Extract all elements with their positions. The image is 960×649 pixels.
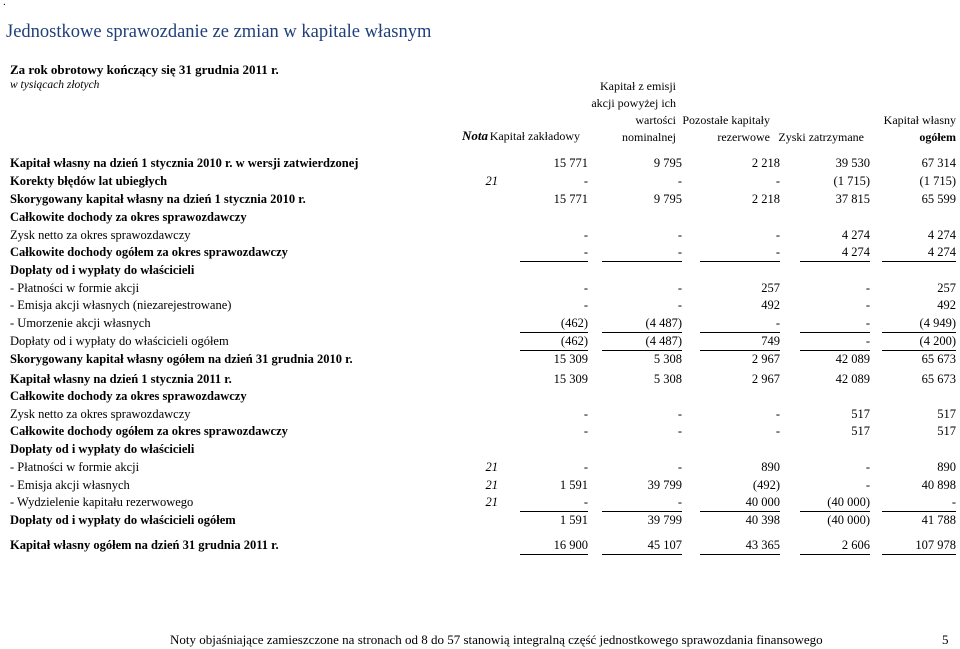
cell-kapital-wlasny: 517 [937, 424, 956, 438]
cell-kapital-wlasny: 4 274 [927, 228, 956, 242]
table-row [10, 442, 956, 460]
cell-kapital-zakladowy: - [583, 424, 588, 438]
cell-kapital-emisji: 39 799 [647, 478, 682, 492]
cell-kapital-wlasny: (4 949) [882, 316, 956, 333]
row-label: Całkowite dochody ogółem za okres sprawozdawczy [10, 245, 288, 259]
header-kapital-emisji-line1: Kapitał z emisji [600, 79, 676, 93]
cell-kapital-emisji: 5 308 [653, 352, 682, 366]
cell-kapital-wlasny: 4 274 [882, 245, 956, 262]
cell-zyski-zatrzymane: - [800, 316, 870, 333]
table-row [10, 210, 956, 228]
cell-kapital-wlasny: 67 314 [921, 156, 956, 170]
table-row [10, 192, 956, 210]
table-row [10, 316, 956, 334]
header-pozostale-line1: Pozostałe kapitały [682, 113, 770, 127]
row-label: Całkowite dochody ogółem za okres sprawozdawczy [10, 424, 288, 438]
cell-kapital-emisji: - [677, 228, 682, 242]
table-row [10, 372, 956, 390]
table-row [10, 513, 956, 531]
cell-pozostale-kapitaly: 2 967 [751, 352, 780, 366]
cell-pozostale-kapitaly: - [775, 174, 780, 188]
cell-kapital-zakladowy: - [583, 174, 588, 188]
cell-kapital-emisji: 45 107 [602, 538, 682, 555]
cell-kapital-wlasny: 257 [937, 281, 956, 295]
cell-pozostale-kapitaly [700, 389, 780, 390]
table-row [10, 174, 956, 192]
cell-kapital-emisji: - [677, 460, 682, 474]
page-number: 5 [942, 632, 949, 647]
cell-kapital-wlasny: 40 898 [921, 478, 956, 492]
cell-kapital-zakladowy: (462) [520, 334, 588, 351]
row-label: Zysk netto za okres sprawozdawczy [10, 407, 191, 421]
header-kapital-wlasny-line1: Kapitał własny [883, 113, 956, 127]
row-label: - Wydzielenie kapitału rezerwowego [10, 495, 194, 509]
cell-kapital-emisji: - [677, 424, 682, 438]
row-label: - Emisja akcji własnych [10, 478, 130, 492]
row-label: Korekty błędów lat ubiegłych [10, 174, 168, 188]
cell-kapital-wlasny: 517 [937, 407, 956, 421]
cell-kapital-emisji [602, 442, 682, 443]
cell-kapital-zakladowy: (462) [520, 316, 588, 333]
cell-kapital-zakladowy: 15 771 [553, 156, 588, 170]
cell-pozostale-kapitaly: (492) [752, 478, 780, 492]
cell-kapital-zakladowy: 16 900 [520, 538, 588, 555]
cell-zyski-zatrzymane: 2 606 [800, 538, 870, 555]
row-nota: 21 [485, 495, 498, 509]
cell-zyski-zatrzymane [800, 442, 870, 443]
cell-kapital-emisji: 39 799 [647, 513, 682, 527]
cell-kapital-zakladowy: 15 771 [553, 192, 588, 206]
cell-zyski-zatrzymane: 517 [851, 424, 870, 438]
cell-pozostale-kapitaly: - [775, 407, 780, 421]
table-row [10, 298, 956, 316]
cell-kapital-emisji: - [677, 298, 682, 312]
header-kapital-emisji-line4: nominalnej [622, 130, 676, 144]
cell-kapital-emisji: - [677, 407, 682, 421]
header-kapital-wlasny-line2: ogółem [919, 130, 956, 144]
cell-kapital-wlasny: (1 715) [919, 174, 956, 188]
header-kapital-emisji [586, 78, 676, 146]
cell-kapital-emisji: - [677, 281, 682, 295]
cell-zyski-zatrzymane: - [865, 478, 870, 492]
cell-zyski-zatrzymane: 4 274 [841, 228, 870, 242]
cell-kapital-zakladowy [520, 389, 588, 390]
cell-pozostale-kapitaly: 749 [700, 334, 780, 351]
table-row [10, 334, 956, 352]
row-nota: 21 [485, 460, 498, 474]
cell-kapital-emisji: (4 487) [602, 316, 682, 333]
table-row [10, 538, 956, 556]
cell-kapital-emisji: 9 795 [653, 156, 682, 170]
cell-kapital-emisji [602, 210, 682, 211]
row-label: Kapitał własny na dzień 1 stycznia 2011 r. [10, 372, 232, 386]
cell-kapital-zakladowy: - [520, 495, 588, 512]
cell-kapital-emisji [602, 263, 682, 264]
cell-kapital-emisji [602, 389, 682, 390]
row-label: Całkowite dochody za okres sprawozdawczy [10, 389, 247, 403]
cell-pozostale-kapitaly: 40 398 [745, 513, 780, 527]
cell-kapital-emisji: 9 795 [653, 192, 682, 206]
cell-kapital-emisji: 5 308 [653, 372, 682, 386]
table-row [10, 263, 956, 281]
row-nota: 21 [485, 174, 498, 188]
footer-note: Noty objaśniające zamieszczone na stronach od 8 do 57 stanowią integralną część jednostkowego sprawozdania finansowego [170, 632, 823, 647]
cell-kapital-wlasny: (4 200) [882, 334, 956, 351]
row-label: Dopłaty od i wypłaty do właścicieli ogółem [10, 513, 236, 527]
cell-pozostale-kapitaly [700, 263, 780, 264]
row-label: Zysk netto za okres sprawozdawczy [10, 228, 191, 242]
cell-kapital-wlasny: 41 788 [921, 513, 956, 527]
cell-kapital-wlasny: 65 673 [921, 372, 956, 386]
header-kapital-zakladowy: Kapitał zakładowy [489, 129, 580, 143]
cell-kapital-zakladowy: - [583, 298, 588, 312]
cell-kapital-emisji: (4 487) [602, 334, 682, 351]
row-label: Dopłaty od i wypłaty do właścicieli [10, 263, 195, 277]
table-row [10, 460, 956, 478]
table-row [10, 228, 956, 246]
cell-pozostale-kapitaly: - [775, 424, 780, 438]
cell-kapital-wlasny [882, 442, 956, 443]
table-row [10, 407, 956, 425]
cell-zyski-zatrzymane: - [865, 281, 870, 295]
cell-kapital-wlasny [882, 263, 956, 264]
row-label: Skorygowany kapitał własny na dzień 1 stycznia 2010 r. [10, 192, 306, 206]
table-row [10, 478, 956, 496]
cell-zyski-zatrzymane: - [865, 298, 870, 312]
cell-kapital-wlasny [882, 210, 956, 211]
cell-zyski-zatrzymane: 42 089 [835, 372, 870, 386]
cell-zyski-zatrzymane [800, 389, 870, 390]
table-row [10, 495, 956, 513]
cell-zyski-zatrzymane: 42 089 [835, 352, 870, 366]
table-row [10, 281, 956, 299]
cell-kapital-zakladowy: - [583, 460, 588, 474]
cell-zyski-zatrzymane: - [865, 460, 870, 474]
cell-pozostale-kapitaly: 492 [761, 298, 780, 312]
cell-kapital-wlasny: - [882, 495, 956, 512]
cell-kapital-wlasny: 65 599 [921, 192, 956, 206]
cell-pozostale-kapitaly: 2 967 [751, 372, 780, 386]
cell-zyski-zatrzymane: 4 274 [800, 245, 870, 262]
cell-kapital-wlasny: 65 673 [921, 352, 956, 366]
table-row [10, 389, 956, 407]
cell-pozostale-kapitaly: 890 [761, 460, 780, 474]
cell-kapital-zakladowy: - [520, 245, 588, 262]
row-label: - Emisja akcji własnych (niezarejestrowane) [10, 298, 232, 312]
cell-kapital-wlasny: 107 978 [882, 538, 956, 555]
cell-kapital-zakladowy: - [583, 281, 588, 295]
cell-pozostale-kapitaly: - [700, 316, 780, 333]
row-nota: 21 [485, 478, 498, 492]
row-label: Kapitał własny na dzień 1 stycznia 2010 r. w wersji zatwierdzonej [10, 156, 359, 170]
cell-pozostale-kapitaly: 43 365 [700, 538, 780, 555]
header-kapital-wlasny [866, 112, 956, 146]
cell-pozostale-kapitaly: 40 000 [700, 495, 780, 512]
cell-zyski-zatrzymane: 37 815 [835, 192, 870, 206]
cell-pozostale-kapitaly [700, 210, 780, 211]
cell-kapital-zakladowy: 15 309 [553, 352, 588, 366]
table-row [10, 424, 956, 442]
cell-kapital-zakladowy [520, 442, 588, 443]
cell-zyski-zatrzymane [800, 210, 870, 211]
header-zyski-zatrzymane: Zyski zatrzymane [778, 130, 864, 144]
cell-kapital-zakladowy: - [583, 407, 588, 421]
cell-kapital-zakladowy [520, 263, 588, 264]
cell-kapital-zakladowy: 1 591 [559, 513, 588, 527]
cell-zyski-zatrzymane [800, 263, 870, 264]
cell-kapital-emisji: - [602, 495, 682, 512]
top-mark: . [3, 0, 6, 8]
header-pozostale-line2: rezerwowe [717, 130, 770, 144]
page-title: Jednostkowe sprawozdanie ze zmian w kapitale własnym [6, 22, 432, 42]
cell-zyski-zatrzymane: (40 000) [827, 513, 870, 527]
cell-zyski-zatrzymane: (1 715) [833, 174, 870, 188]
header-kapital-emisji-line2: akcji powyżej ich [591, 96, 676, 110]
cell-kapital-emisji: - [602, 245, 682, 262]
row-label: - Płatności w formie akcji [10, 460, 140, 474]
cell-kapital-zakladowy [520, 210, 588, 211]
row-label: - Umorzenie akcji własnych [10, 316, 151, 330]
header-nota: Nota [462, 128, 488, 143]
cell-zyski-zatrzymane: - [800, 334, 870, 351]
period-label: Za rok obrotowy kończący się 31 grudnia 2011 r. [10, 62, 279, 77]
cell-zyski-zatrzymane: (40 000) [800, 495, 870, 512]
cell-zyski-zatrzymane: 517 [851, 407, 870, 421]
row-label: Całkowite dochody za okres sprawozdawczy [10, 210, 247, 224]
unit-label: w tysiącach złotych [10, 79, 100, 91]
cell-pozostale-kapitaly: 2 218 [751, 156, 780, 170]
row-label: Skorygowany kapitał własny ogółem na dzień 31 grudnia 2010 r. [10, 352, 353, 366]
row-label: Kapitał własny ogółem na dzień 31 grudnia 2011 r. [10, 538, 279, 552]
table-row [10, 245, 956, 263]
header-kapital-emisji-line3: wartości [635, 113, 676, 127]
table-row [10, 156, 956, 174]
cell-pozostale-kapitaly: - [775, 228, 780, 242]
cell-kapital-zakladowy: 15 309 [553, 372, 588, 386]
cell-pozostale-kapitaly: 2 218 [751, 192, 780, 206]
row-label: Dopłaty od i wypłaty do właścicieli [10, 442, 195, 456]
cell-kapital-wlasny [882, 389, 956, 390]
cell-kapital-wlasny: 890 [937, 460, 956, 474]
cell-kapital-emisji: - [677, 174, 682, 188]
table-row [10, 352, 956, 370]
cell-kapital-zakladowy: 1 591 [559, 478, 588, 492]
cell-pozostale-kapitaly: - [700, 245, 780, 262]
cell-pozostale-kapitaly: 257 [761, 281, 780, 295]
row-label: Dopłaty od i wypłaty do właścicieli ogółem [10, 334, 229, 348]
cell-kapital-wlasny: 492 [937, 298, 956, 312]
header-pozostale-kapitaly [670, 112, 770, 146]
cell-pozostale-kapitaly [700, 442, 780, 443]
cell-kapital-zakladowy: - [583, 228, 588, 242]
cell-zyski-zatrzymane: 39 530 [835, 156, 870, 170]
row-label: - Płatności w formie akcji [10, 281, 140, 295]
